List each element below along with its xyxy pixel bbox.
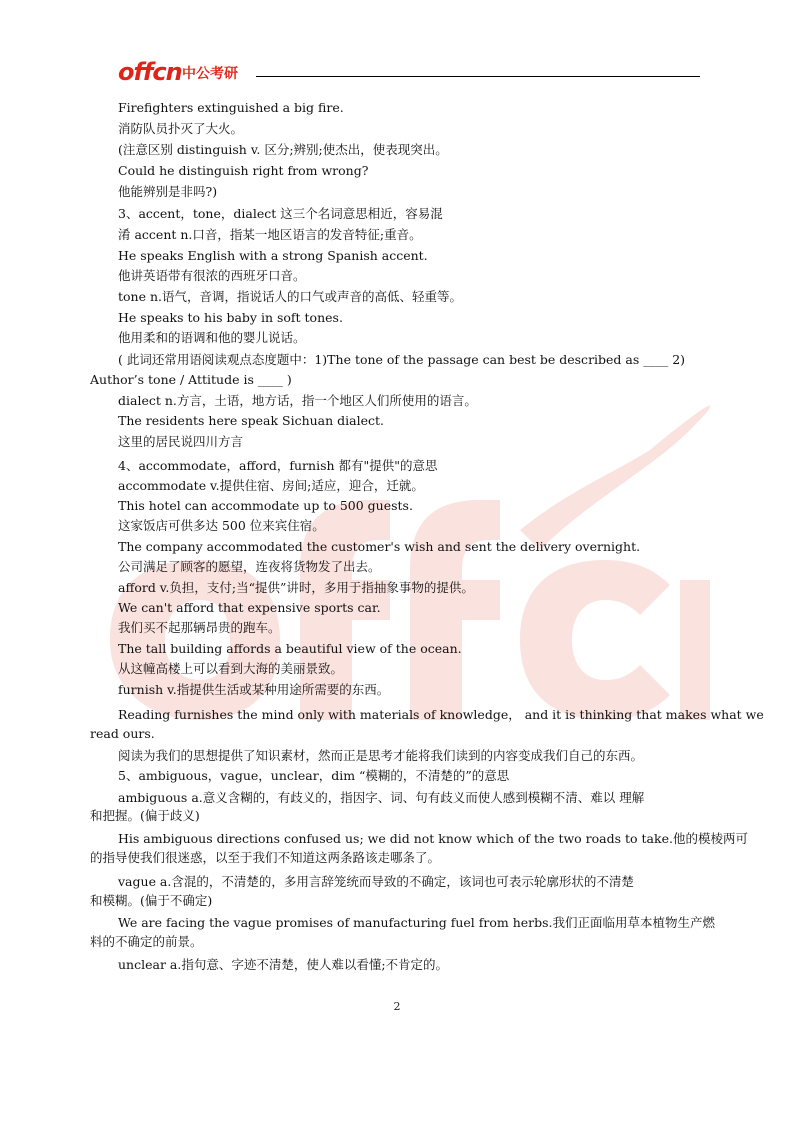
text-line: afford v.负担，支付;当“提供”讲时，多用于指抽象事物的提供。 — [118, 580, 474, 595]
text-line: 他用柔和的语调和他的婴儿说话。 — [118, 330, 306, 345]
logo-name: 中公考研 — [182, 66, 238, 82]
text-line: read ours. — [90, 726, 155, 741]
text-line: He speaks to his baby in soft tones. — [118, 310, 343, 325]
text-line: furnish v.指提供生活或某种用途所需要的东西。 — [118, 682, 390, 697]
text-line: 的指导使我们很迷惑，以至于我们不知道这两条路该走哪条了。 — [90, 850, 441, 865]
text-line: 我们买不起那辆昂贵的跑车。 — [118, 620, 281, 635]
text-line: 这里的居民说四川方言 — [118, 434, 244, 449]
text-line: 从这幢高楼上可以看到大海的美丽景致。 — [118, 661, 344, 676]
offcn-logo: offcn — [118, 58, 182, 86]
text-line: dialect n.方言，土语，地方话，指一个地区人们所使用的语言。 — [118, 393, 477, 408]
header-rule — [256, 76, 700, 77]
text-line: accommodate v.提供住宿、房间;适应，迎合，迁就。 — [118, 478, 424, 493]
text-line: vague a.含混的，不清楚的，多用言辞笼统而导致的不确定，该词也可表示轮廓形状的不清楚 — [118, 874, 634, 889]
text-line: Could he distinguish right from wrong? — [118, 163, 369, 178]
text-line: ambiguous a.意义含糊的，有歧义的，指因字、词、句有歧义而使人感到模糊不清、难以 理解 — [118, 790, 645, 805]
page-number: 2 — [393, 1000, 401, 1013]
page-header — [118, 58, 700, 88]
text-line: unclear a.指句意、字迹不清楚，使人难以看懂;不肯定的。 — [118, 957, 449, 972]
text-line: ( 此词还常用语阅读观点态度题中：1)The tone of the passage can best be described as ____ 2) — [118, 352, 686, 367]
text-line: Reading furnishes the mind only with materials of knowledge， and it is thinking that makes what we — [118, 707, 764, 722]
text-line: tone n.语气，音调，指说话人的口气或声音的高低、轻重等。 — [118, 289, 462, 304]
text-line: The company accommodated the customer's wish and sent the delivery overnight. — [118, 539, 641, 554]
text-line: 淆 accent n.口音，指某一地区语言的发音特征;重音。 — [118, 227, 422, 242]
text-line: His ambiguous directions confused us; we did not know which of the two roads to take.他的模棱两可 — [118, 831, 748, 846]
text-line: 公司满足了顾客的愿望，连夜将货物发了出去。 — [118, 559, 381, 574]
text-line: We can't afford that expensive sports car. — [118, 600, 381, 615]
text-line: Author’s tone / Attitude is ____ ) — [90, 372, 292, 387]
text-line: 他能辨别是非吗?) — [118, 184, 218, 199]
text-line: 3、accent，tone，dialect 这三个名词意思相近，容易混 — [118, 206, 443, 221]
text-line: We are facing the vague promises of manufacturing fuel from herbs.我们正面临用草本植物生产燃 — [118, 915, 716, 930]
text-line: 他讲英语带有很浓的西班牙口音。 — [118, 268, 306, 283]
text-line: 和把握。(偏于歧义) — [90, 808, 200, 823]
text-line: Firefighters extinguished a big fire. — [118, 100, 344, 115]
text-line: 4、accommodate，afford，furnish 都有"提供"的意思 — [118, 458, 438, 473]
text-line: 5、ambiguous，vague，unclear，dim “模糊的，不清楚的”的意思 — [118, 768, 510, 783]
text-line: 这家饭店可供多达 500 位来宾住宿。 — [118, 518, 325, 533]
text-line: He speaks English with a strong Spanish accent. — [118, 248, 428, 263]
text-line: 和模糊。(偏于不确定) — [90, 893, 213, 908]
text-line: The residents here speak Sichuan dialect. — [118, 413, 384, 428]
text-line: 阅读为我们的思想提供了知识素材，然而正是思考才能将我们读到的内容变成我们自己的东西。 — [118, 748, 644, 763]
text-line: (注意区别 distinguish v. 区分;辨别;使杰出，使表现突出。 — [118, 142, 448, 157]
text-line: The tall building affords a beautiful view of the ocean. — [118, 641, 462, 656]
text-line: This hotel can accommodate up to 500 guests. — [118, 498, 413, 513]
text-line: 料的不确定的前景。 — [90, 934, 203, 949]
text-line: 消防队员扑灭了大火。 — [118, 121, 244, 136]
